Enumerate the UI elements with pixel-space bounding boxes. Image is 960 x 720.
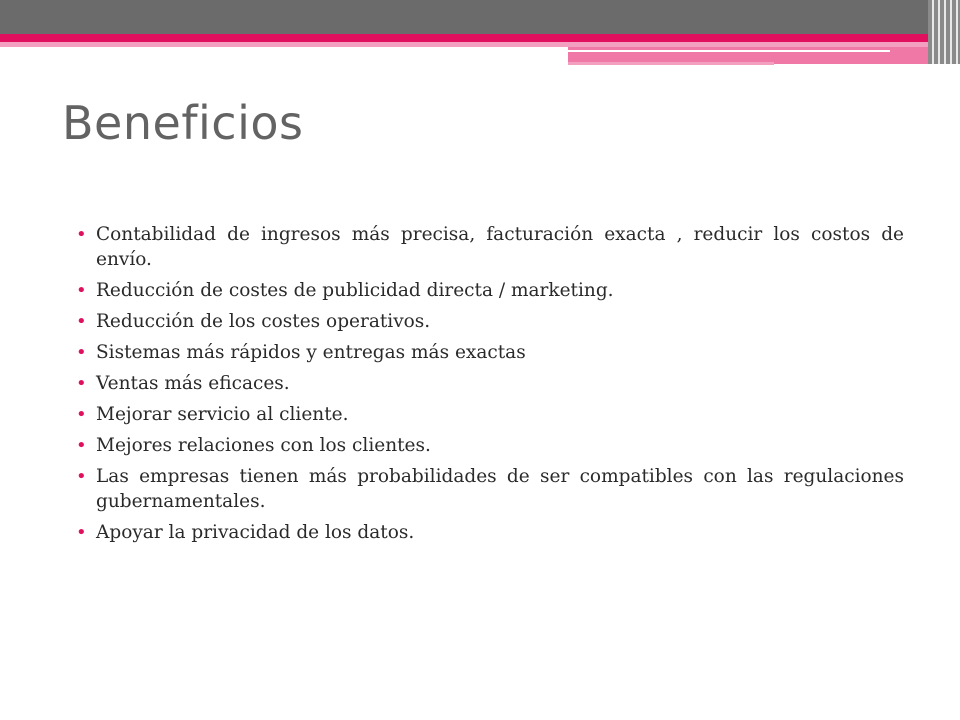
bullet-item: [76, 520, 904, 545]
banner-stripe: [938, 0, 940, 64]
banner-stripe: [944, 0, 946, 64]
header-banner-pink: [0, 34, 960, 42]
bullet-item: [76, 371, 904, 396]
slide-title: Beneficios: [62, 96, 304, 150]
banner-stripe: [956, 0, 958, 64]
bullet-dot-icon: •: [76, 373, 87, 394]
bullet-item: [76, 278, 904, 303]
bullet-list: [76, 222, 904, 545]
banner-stripe: [950, 0, 952, 64]
bullet-text: Apoyar la privacidad de los datos.: [96, 522, 415, 543]
bullet-list-container: [76, 222, 904, 551]
banner-stripe: [932, 0, 934, 64]
bullet-text: Mejores relaciones con los clientes.: [96, 435, 431, 456]
header-banner-end: [928, 0, 960, 64]
bullet-dot-icon: •: [76, 404, 87, 425]
header-banner-gray: [0, 0, 960, 34]
bullet-item: [76, 402, 904, 427]
bullet-dot-icon: •: [76, 280, 87, 301]
bullet-text: Reducción de los costes operativos.: [96, 311, 431, 332]
bullet-text: Contabilidad de ingresos más precisa, facturación exacta , reducir los costos de envío.: [96, 224, 904, 270]
bullet-dot-icon: •: [76, 224, 87, 245]
bullet-dot-icon: •: [76, 311, 87, 332]
bullet-text: Ventas más eficaces.: [96, 373, 290, 394]
header-banner-tab-line: [568, 50, 890, 52]
bullet-dot-icon: •: [76, 435, 87, 456]
bullet-dot-icon: •: [76, 466, 87, 487]
bullet-item: [76, 464, 904, 514]
bullet-dot-icon: •: [76, 342, 87, 363]
bullet-item: [76, 340, 904, 365]
bullet-text: Las empresas tienen más probabilidades de ser compatibles con las regulaciones gubernamentales.: [96, 466, 904, 512]
header-banner-tab-under: [568, 62, 774, 65]
bullet-text: Reducción de costes de publicidad directa / marketing.: [96, 280, 614, 301]
bullet-text: Sistemas más rápidos y entregas más exactas: [96, 342, 526, 363]
bullet-dot-icon: •: [76, 522, 87, 543]
bullet-item: [76, 433, 904, 458]
bullet-text: Mejorar servicio al cliente.: [96, 404, 349, 425]
bullet-item: [76, 222, 904, 272]
bullet-item: [76, 309, 904, 334]
